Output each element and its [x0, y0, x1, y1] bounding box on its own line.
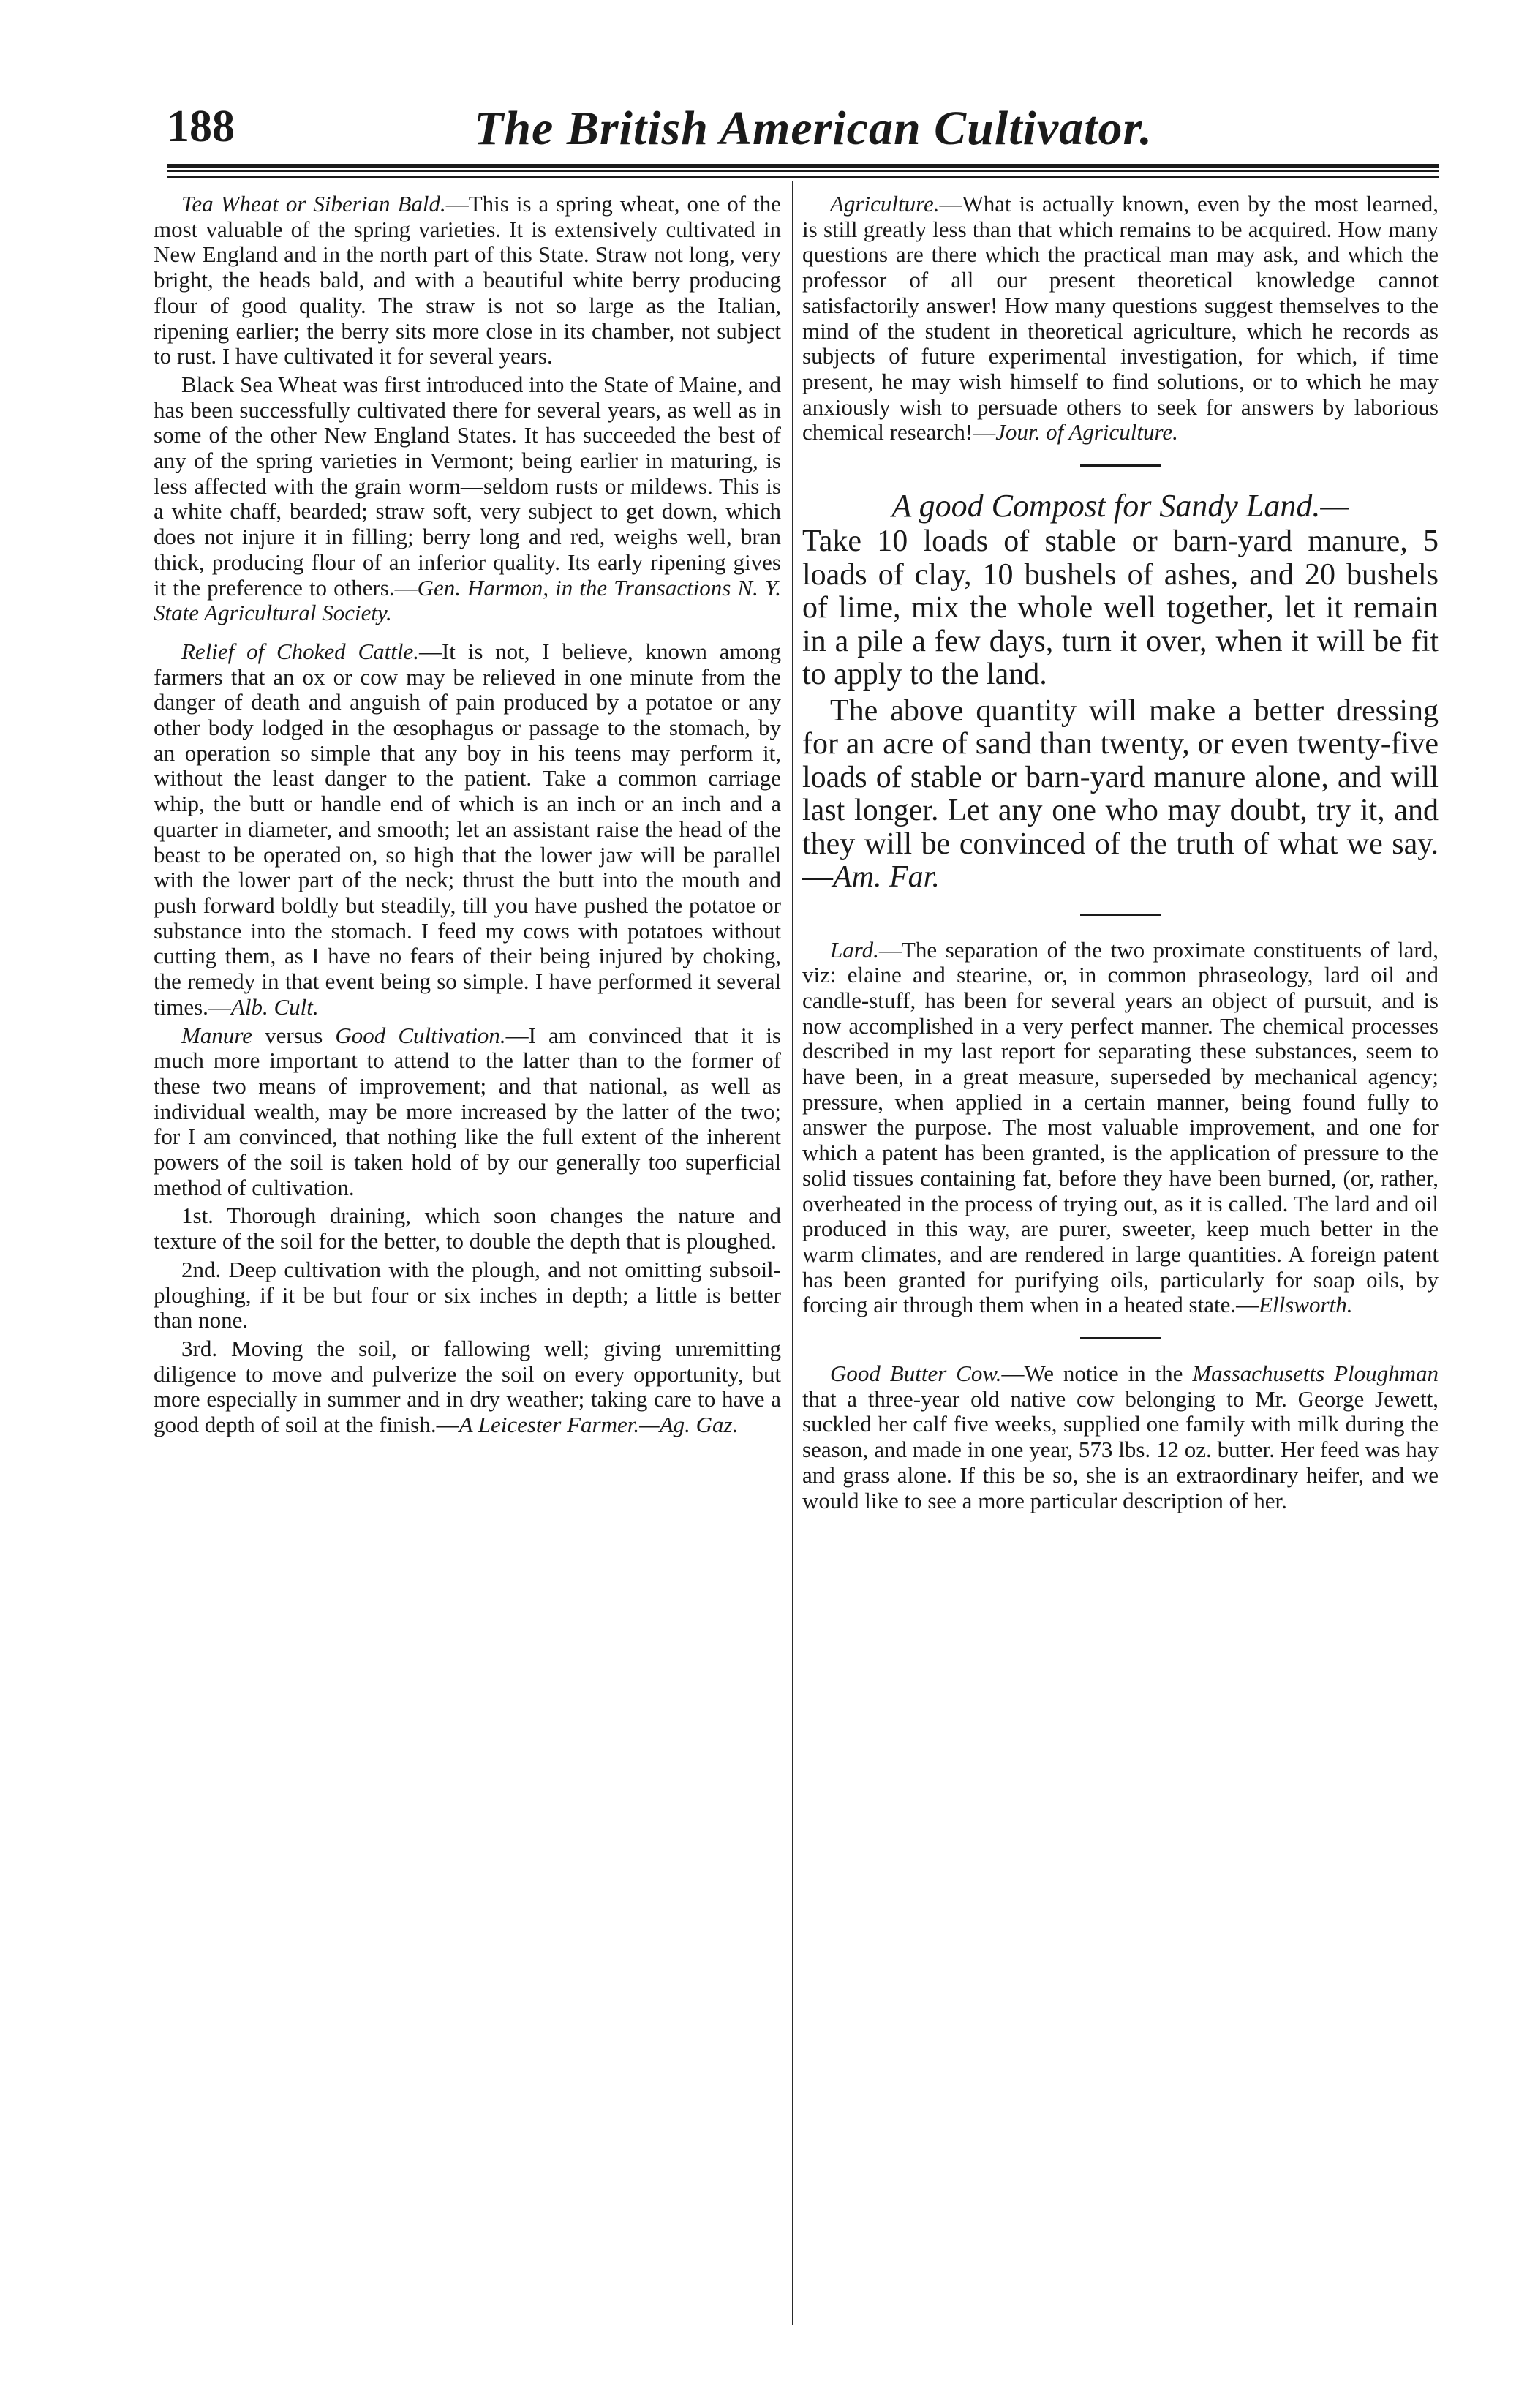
- article-butter-cow: [802, 1361, 1439, 1513]
- article-black-sea-wheat: [154, 372, 781, 626]
- article-heading: Relief of Choked Cattle.: [181, 638, 419, 664]
- article-source: Am. Far.: [833, 860, 940, 895]
- article-manure: [154, 1023, 781, 1201]
- header-rule-thin: [167, 170, 1439, 172]
- manure-point-2: 2nd. Deep cultivation with the plough, and not omitting subsoil-ploughing, if it be but four or six inches in depth; a little is better than none.: [154, 1256, 781, 1333]
- article-body: —It is not, I believe, known among farmers that an ox or cow may be relieved in one minute from the danger of death and anguish of pain produced by a potatoe or any other body lodged in the œsophagus or passage to the stomach, by an operation so simple that any boy in his teens may perform it, without the least danger to the patient. Take a common carriage whip, the butt or handle end of which is an inch or an inch and a quarter in diameter, and smooth; let an assistant raise the head of the beast to be operated on, so high that the lower jaw will be parallel with the lower part of the neck; thrust the butt into the mouth and push forward boldly but steadily, till you have pushed the potatoe or substance into the stomach. I feed my cows with potatoes without cutting them, as I have no fears of their being injured by choking, the remedy in that event being so simple. I have performed it several times.—: [154, 638, 781, 1020]
- article-choked-cattle: [154, 639, 781, 1020]
- article-heading: Good Butter Cow.: [830, 1361, 1002, 1387]
- article-tea-wheat: [154, 192, 781, 369]
- manure-point-1: 1st. Thorough draining, which soon changes the nature and texture of the soil for the better, to double the depth that is ploughed.: [154, 1203, 781, 1254]
- article-body-text: The above quantity will make a better dressing for an acre of sand than twenty, or even twenty-five loads of stable or barn-yard manure alone, and will last longer. Let any one who may doubt, try it, and they will be convinced of the truth of what we say.—: [802, 693, 1439, 895]
- page-number: 188: [167, 102, 235, 151]
- running-title: The British American Cultivator.: [474, 102, 1153, 155]
- section-separator: [1080, 914, 1161, 916]
- article-body: Take 10 loads of stable or barn-yard manure, 5 loads of clay, 10 bushels of ashes, and 20 bushels of lime, mix the whole well together, let it remain in a pile a few days, turn it over, when it will be fit to apply to the land.: [802, 524, 1439, 692]
- newspaper-name: Massachusetts Ploughman: [1192, 1361, 1439, 1387]
- article-body-2: [802, 695, 1439, 895]
- header-rule-thick: [167, 164, 1439, 168]
- page-header: [167, 101, 1439, 159]
- article-body: —We notice in the: [1001, 1361, 1193, 1387]
- article-source: Jour. of Agriculture.: [995, 419, 1178, 445]
- article-source: A Leicester Farmer.—Ag. Gaz.: [459, 1412, 739, 1438]
- article-source: Alb. Cult.: [230, 993, 319, 1020]
- article-source: Ellsworth.: [1259, 1292, 1353, 1318]
- article-compost: [802, 489, 1439, 895]
- article-heading: Agriculture.: [830, 191, 940, 217]
- section-separator: [1080, 1337, 1161, 1339]
- article-heading-versus: versus: [252, 1022, 336, 1048]
- column-divider: [792, 181, 793, 2325]
- left-column: [154, 192, 781, 1441]
- article-body: —I am convinced that it is much more important to attend to the latter than to the former of these two means of improvement; and that national, as well as individual wealth, may be more increased by the latter of the two; for I am convinced, that nothing like the full extent of the inherent powers of the soil is taken hold of by our generally too superficial method of cultivation.: [154, 1022, 781, 1200]
- article-source: Gen. Harmon, in the Transactions N. Y. State Agricultural Society.: [154, 574, 781, 626]
- article-body: —The separation of the two proximate constituents of lard, viz: elaine and stearine, or, in common phraseology, lard oil and candle-stuff, has been for several years an object of pursuit, and is now accomplished in a very perfect manner. The chemical processes described in my last report for separating these substances, seem to have been, in a great measure, superseded by mechanical agency; pressure, when applied in a certain manner, being found fully to answer the purpose. The most valuable improvement, and one for which a patent has been granted, is the application of pressure to the solid tissues containing fat, before they have been burned, (or, rather, overheated in the process of trying out, as it is called. The lard and oil produced in this way, are purer, sweeter, keep much better in the warm climates, and are rendered in large quantities. A foreign patent has been granted for purifying oils, particularly for soap oils, by forcing air through them when in a heated state.—: [802, 936, 1439, 1318]
- article-heading: Manure: [181, 1022, 252, 1048]
- article-lard: [802, 938, 1439, 1319]
- article-agriculture: [802, 192, 1439, 445]
- article-heading: A good Compost for Sandy Land.—: [891, 488, 1349, 524]
- article-body-cont: that a three-year old native cow belonging to Mr. George Jewett, suckled her calf five weeks, supplied one family with milk during the season, and made in one year, 573 lbs. 12 oz. butter. Her feed was hay and grass alone. If this be so, she is an extraordinary heifer, and we would like to see a more particular description of her.: [802, 1385, 1439, 1513]
- article-body: Black Sea Wheat was first introduced into the State of Maine, and has been successfully cultivated there for several years, as well as in some of the other New England States. It has succeeded the best of any of the spring varieties in Vermont; being earlier in maturing, is less affected with the grain worm—seldom rusts or mildews. This is a white chaff, bearded; straw soft, very subject to get down, which does not injure it in filling; berry long and red, weighs well, bran thick, producing flour of an inferior quality. Its early ripening gives it the preference to others.—: [154, 371, 781, 601]
- article-heading: Tea Wheat or Siberian Bald.: [181, 191, 446, 217]
- right-column: [802, 192, 1439, 1516]
- article-heading-2: Good Cultivation.: [335, 1022, 506, 1048]
- header-rule-thin-2: [167, 176, 1439, 178]
- article-heading: Lard.: [830, 936, 879, 963]
- section-separator: [1080, 464, 1161, 467]
- article-body: 3rd. Moving the soil, or fallowing well; giving unremitting diligence to move and pulverize the soil on every opportunity, but more especially in summer and in dry weather; taking care to have a good depth of soil at the finish.—: [154, 1335, 781, 1438]
- manure-point-3: [154, 1336, 781, 1438]
- article-body: —What is actually known, even by the most learned, is still greatly less than that which remains to be acquired. How many questions are there which the practical man may ask, and which the professor of all our present theoretical knowledge cannot satisfactorily answer! How many questions suggest themselves to the mind of the student in theoretical agriculture, which he records as subjects of future experimental investigation, for which, if time present, he may wish himself to find solutions, or to which he may anxiously wish to persuade others to seek for answers by laborious chemical research!—: [802, 191, 1439, 445]
- article-body: —This is a spring wheat, one of the most valuable of the spring varieties. It is extensively cultivated in New England and in the north part of this State. Straw not long, very bright, the heads bald, and with a beautiful white berry producing flour of good quality. The straw is not so large as the Italian, ripening earlier; the berry sits more close in its chamber, not subject to rust. I have cultivated it for several years.: [154, 191, 781, 369]
